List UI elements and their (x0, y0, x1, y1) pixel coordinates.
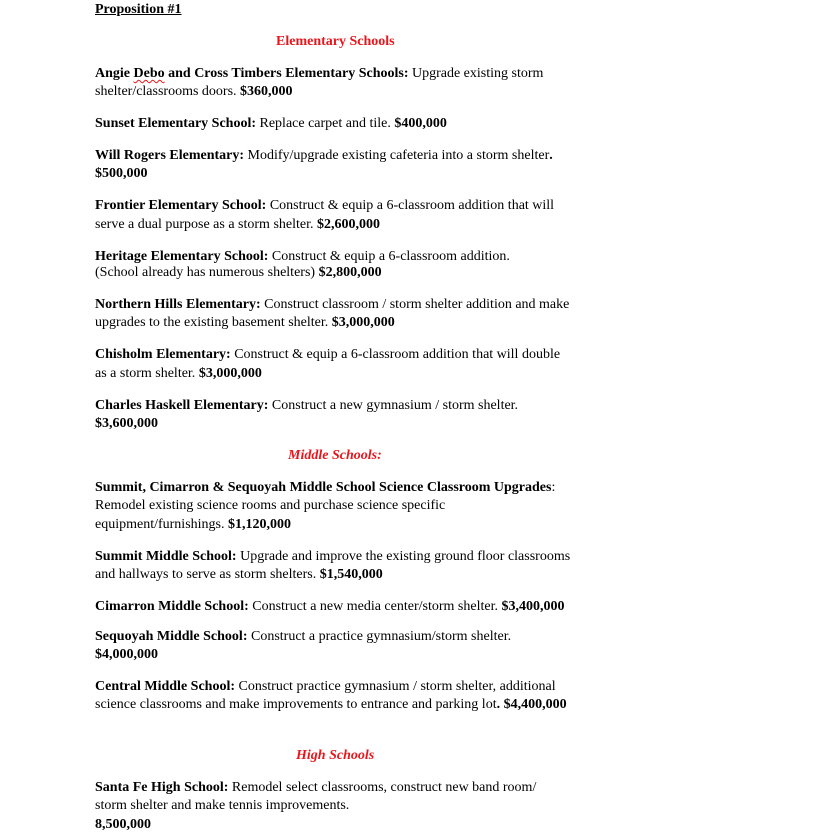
item-name: Chisholm Elementary: (95, 347, 231, 362)
item-desc: Replace carpet and tile. (256, 116, 395, 131)
item-desc: and hallways to serve as storm shelters. (95, 567, 320, 582)
item-name: Sequoyah Middle School: (95, 629, 248, 644)
item-desc: Construct a new media center/storm shelter. (248, 599, 502, 614)
item-punct: . (496, 697, 501, 712)
high-heading: High Schools (296, 748, 375, 763)
item-desc: Construct & equip a 6-classroom addition that will double (230, 347, 561, 362)
item-name: Summit, Cimarron & Sequoyah Middle School Science Classroom Upgrades (95, 480, 552, 495)
item-cost: $4,400,000 (503, 697, 567, 712)
elementary-heading: Elementary Schools (276, 34, 395, 49)
item-name: Will Rogers Elementary: (95, 148, 245, 163)
item-name: Charles Haskell Elementary: (95, 398, 269, 413)
item-desc: science classrooms and make improvements to entrance and parking lot (95, 697, 497, 712)
item-desc: Construct a new gymnasium / storm shelter. (268, 398, 519, 413)
item-desc: (School already has numerous shelters) (95, 265, 319, 280)
item-cost: $4,000,000 (95, 647, 158, 662)
item-cost: $400,000 (394, 116, 447, 131)
item-punct: . (549, 148, 553, 163)
item-cost: 8,500,000 (95, 817, 151, 832)
item-desc: shelter/classrooms doors. (95, 84, 241, 99)
item-desc: Construct a practice gymnasium/storm shelter. (247, 629, 512, 644)
item-desc: Construct practice gymnasium / storm shelter, additional (235, 679, 556, 694)
item-desc: Remodel select classrooms, construct new band room/ (228, 780, 537, 795)
item-cost: $3,000,000 (198, 366, 262, 381)
item-cost: $500,000 (95, 166, 148, 181)
item-desc: serve a dual purpose as a storm shelter. (95, 217, 317, 232)
item-desc: Upgrade and improve the existing ground floor classrooms (236, 549, 571, 564)
item-name: Angie (95, 66, 134, 81)
item-name: Summit Middle School: (95, 549, 237, 564)
item-desc: storm shelter and make tennis improvements. (95, 798, 350, 813)
item-desc: Construct & equip a 6-classroom addition. (268, 249, 510, 264)
item-desc: Construct & equip a 6-classroom addition that will (266, 198, 555, 213)
item-cost: $2,800,000 (318, 265, 382, 280)
item-cost: $1,120,000 (228, 517, 291, 532)
item-name: Santa Fe High School: (95, 780, 229, 795)
item-name: Sunset Elementary School: (95, 116, 256, 131)
item-cost: $3,600,000 (95, 416, 158, 431)
item-desc: Remodel existing science rooms and purchase science specific (95, 498, 446, 513)
item-desc: upgrades to the existing basement shelter. (95, 315, 332, 330)
item-desc: as a storm shelter. (95, 366, 199, 381)
middle-heading: Middle Schools: (288, 448, 382, 463)
item-name: Central Middle School: (95, 679, 235, 694)
item-desc: equipment/furnishings. (95, 517, 228, 532)
item-name: Northern Hills Elementary: (95, 297, 261, 312)
item-desc: Upgrade existing storm (408, 66, 544, 81)
item-name: and Cross Timbers Elementary Schools: (164, 66, 409, 81)
item-cost: $3,000,000 (331, 315, 395, 330)
proposition-title: Proposition #1 (95, 2, 182, 17)
item-desc: Modify/upgrade existing cafeteria into a storm shelter (244, 148, 550, 163)
item-cost: $1,540,000 (319, 567, 383, 582)
item-name: Cimarron Middle School: (95, 599, 249, 614)
item-cost: $2,600,000 (317, 217, 380, 232)
item-cost: $360,000 (240, 84, 293, 99)
item-cost: $3,400,000 (501, 599, 565, 614)
item-name: Heritage Elementary School: (95, 249, 269, 264)
item-punct: : (551, 480, 556, 495)
item-name: Frontier Elementary School: (95, 198, 267, 213)
item-name-misspelled: Debo (133, 66, 165, 81)
item-desc: Construct classroom / storm shelter addition and make (260, 297, 570, 312)
